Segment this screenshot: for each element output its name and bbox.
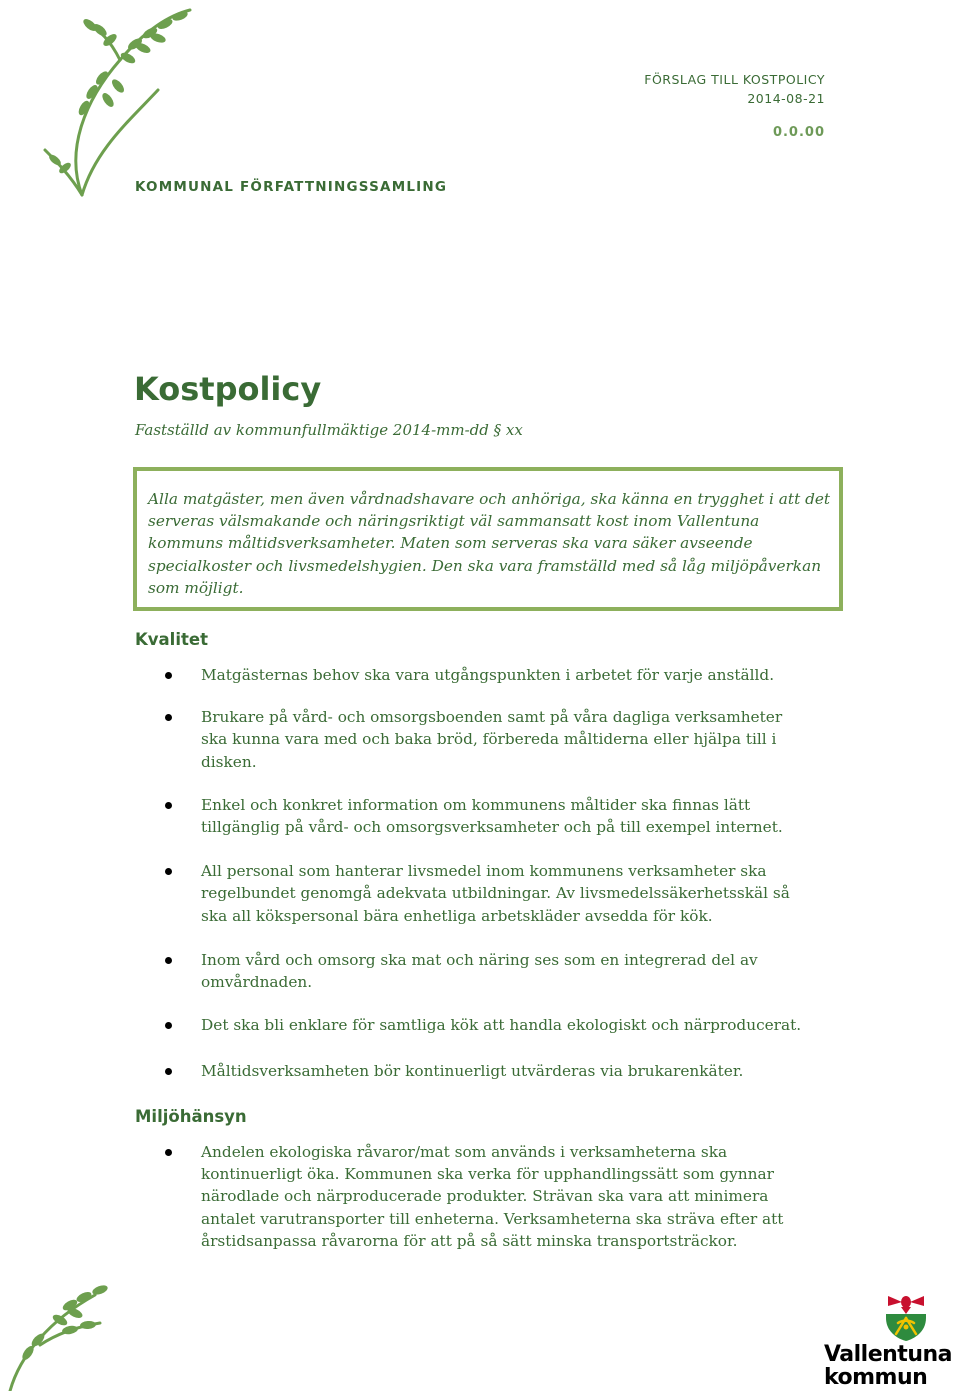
list-item: Inom vård och omsorg ska mat och näring ses som en integrerad del av omvårdnaden. (160, 949, 810, 993)
page-subtitle: Fastställd av kommunfullmäktige 2014-mm-dd § xx (135, 421, 523, 439)
list-item: Det ska bli enklare för samtliga kök att handla ekologiskt och närproducerat. (160, 1014, 810, 1036)
list-item: Brukare på vård- och omsorgsboenden samt på våra dagliga verksamheter ska kunna vara med och baka bröd, förbereda måltiderna eller hjälpa till i disken. (160, 706, 810, 773)
logo-wordmark (824, 1343, 952, 1389)
collection-title: KOMMUNAL FÖRFATTNINGSSAMLING (135, 179, 448, 195)
bullet-dot-icon (165, 1149, 172, 1156)
bullet-dot-icon (165, 957, 172, 964)
page-title: Kostpolicy (134, 370, 322, 408)
bullet-dot-icon (165, 868, 172, 875)
list-item: Enkel och konkret information om kommunens måltider ska finnas lätt tillgänglig på vård- och omsorgsverksamheter och på till exempel internet. (160, 794, 810, 838)
intro-text: Alla matgäster, men även vårdnadshavare och anhöriga, ska känna en trygghet i att det serveras välsmakande och näringsriktigt väl sammansatt kost inom Vallentuna kommuns måltidsverksamheter. Maten som serveras ska vara säker avseende specialkoster och livsmedelshygien. Den ska vara framställd med så låg miljöpåverkan som möjligt. (148, 490, 831, 597)
status-line: FÖRSLAG TILL KOSTPOLICY (644, 72, 825, 87)
header-status (644, 70, 825, 108)
vine-decoration-top (40, 0, 210, 200)
bullet-dot-icon (165, 1068, 172, 1075)
coat-of-arms-icon (884, 1290, 928, 1342)
section-heading-kvalitet: Kvalitet (135, 630, 208, 649)
bullet-dot-icon (165, 802, 172, 809)
list-item: Matgästernas behov ska vara utgångspunkten i arbetet för varje anställd. (160, 664, 810, 686)
kvalitet-list (160, 664, 810, 1083)
vine-decoration-bottom (0, 1275, 130, 1391)
bullet-dot-icon (165, 672, 172, 679)
logo-line-2: kommun (823, 1365, 928, 1390)
section-heading-miljohansyn: Miljöhänsyn (135, 1107, 247, 1126)
logo-line-1: Vallentuna (823, 1342, 952, 1367)
status-date: 2014-08-21 (747, 91, 825, 106)
miljohansyn-list (160, 1141, 810, 1252)
list-item: Andelen ekologiska råvaror/mat som används i verksamheterna ska kontinuerligt öka. Kommunen ska verka för upphandlingssätt som gynnar närodlade och närproducerade produkter. Strävan ska vara att minimera antalet varutransporter till enheterna. Verksamheterna ska sträva efter att årstidsanpassa råvarorna för att på så sätt minska transportsträckor. (160, 1141, 810, 1252)
doc-number: 0.0.00 (772, 125, 825, 140)
bullet-dot-icon (165, 1022, 172, 1029)
list-item: All personal som hanterar livsmedel inom kommunens verksamheter ska regelbundet genomgå adekvata utbildningar. Av livsmedelssäkerhetsskäl så ska all kökspersonal bära enhetliga arbetskläder avsedda för kök. (160, 860, 810, 927)
intro-box (133, 467, 843, 611)
list-item: Måltidsverksamheten bör kontinuerligt utvärderas via brukarenkäter. (160, 1060, 810, 1082)
bullet-dot-icon (165, 714, 172, 721)
